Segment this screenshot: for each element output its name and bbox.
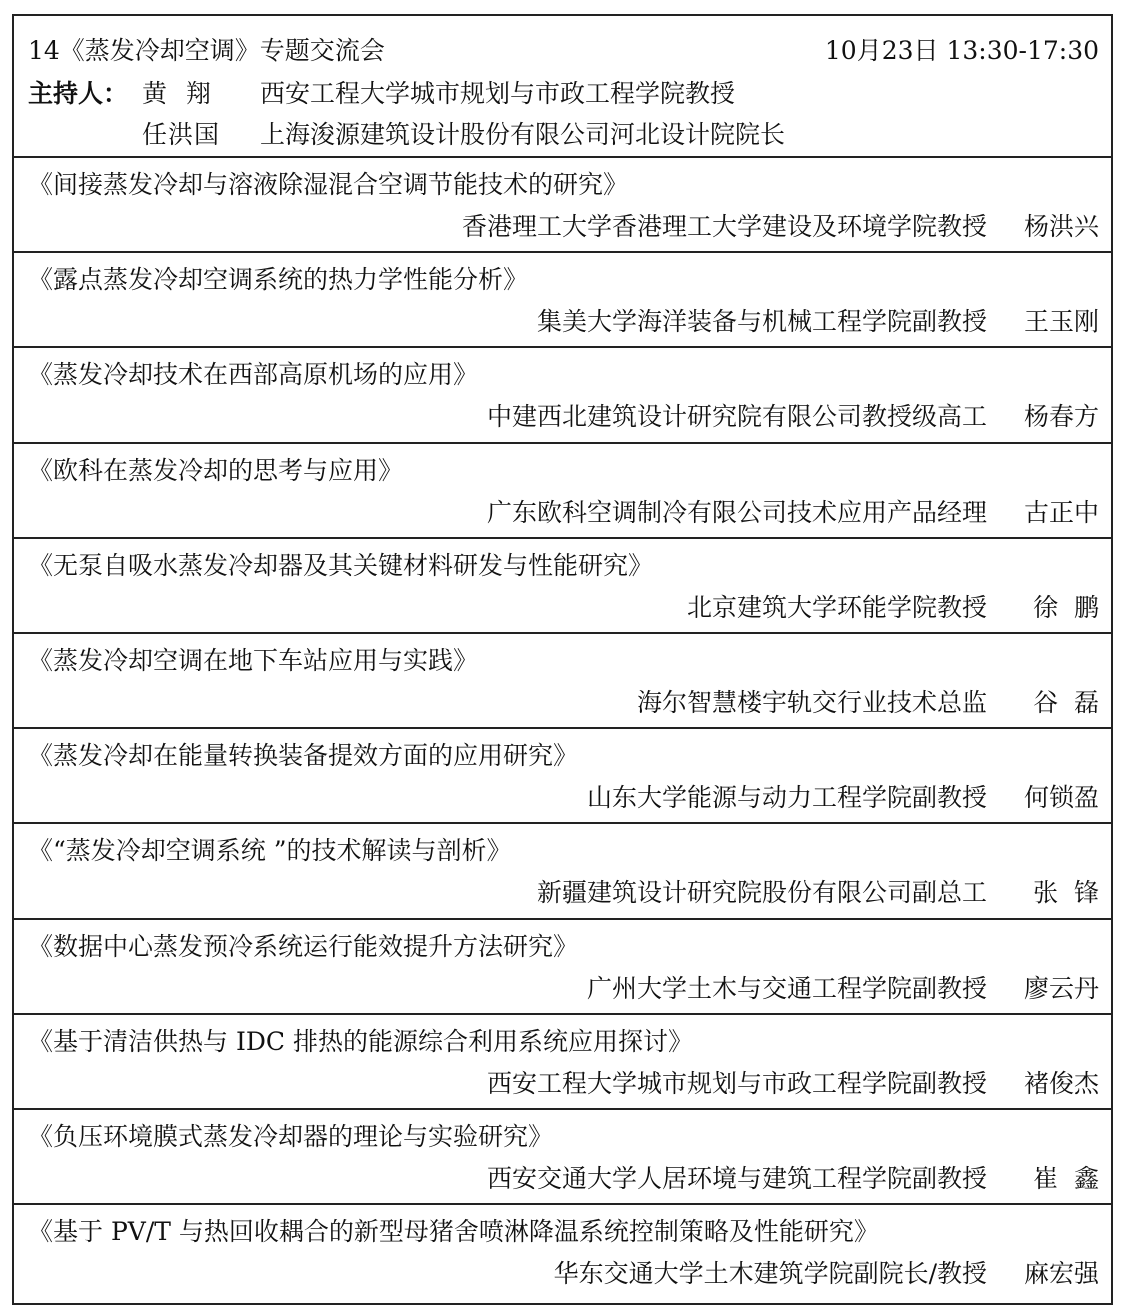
talk-row [14,1205,1111,1300]
talk-list [14,158,1111,1300]
speaker-name: 廖云丹 [1023,973,1099,1003]
talk-row [14,1110,1111,1205]
talk-speaker-line [487,400,1099,434]
talk-speaker-line [487,496,1099,530]
speaker-name: 徐 鹏 [1033,592,1099,622]
host-row [142,118,785,152]
speaker-affiliation: 山东大学能源与动力工程学院副教授 [586,783,987,813]
talk-speaker-line [587,972,1099,1006]
speaker-name: 褚俊杰 [1023,1068,1099,1098]
talk-title: 《“蒸发冷却空调系统 ”的技术解读与剖析》 [28,836,512,866]
talk-title: 《间接蒸发冷却与溶液除湿混合空调节能技术的研究》 [28,170,629,199]
talk-speaker-line [487,1067,1099,1101]
session-title: 14《蒸发冷却空调》专题交流会 [28,36,385,65]
talk-row [14,348,1111,443]
talk-speaker-line [637,686,1099,720]
speaker-name: 谷 磊 [1033,687,1099,717]
talk-row [14,444,1111,539]
speaker-name: 崔 鑫 [1033,1163,1099,1193]
speaker-affiliation: 中建西北建筑设计研究院有限公司教授级高工 [486,402,987,432]
talk-title: 《基于清洁供热与 IDC 排热的能源综合利用系统应用探讨》 [28,1026,693,1056]
speaker-affiliation: 西安工程大学城市规划与市政工程学院副教授 [486,1068,987,1098]
speaker-affiliation: 广东欧科空调制冷有限公司技术应用产品经理 [486,497,987,527]
talk-speaker-line [537,876,1099,910]
talk-speaker-line [487,1162,1099,1196]
speaker-affiliation: 北京建筑大学环能学院教授 [686,592,987,622]
session-header [14,16,1111,158]
talk-row [14,539,1111,634]
speaker-name: 麻宏强 [1023,1259,1099,1289]
talk-title: 《欧科在蒸发冷却的思考与应用》 [28,455,404,485]
talk-title: 《蒸发冷却空调在地下车站应用与实践》 [28,645,479,675]
talk-row [14,253,1111,348]
speaker-name: 张 锋 [1033,878,1099,908]
talk-row [14,824,1111,919]
talk-speaker-line [687,591,1099,625]
speaker-name: 古正中 [1023,497,1099,527]
talk-row [14,158,1111,253]
talk-speaker-line [554,1257,1099,1291]
talk-row [14,1015,1111,1110]
talk-title: 《蒸发冷却技术在西部高原机场的应用》 [28,360,479,390]
host-label: 主持人： [28,79,129,108]
speaker-affiliation: 广州大学土木与交通工程学院副教授 [586,973,987,1003]
talk-title: 《蒸发冷却在能量转换装备提效方面的应用研究》 [28,741,579,771]
talk-row [14,729,1111,824]
host-affiliation: 上海浚源建筑设计股份有限公司河北设计院院长 [260,120,786,149]
talk-title: 《负压环境膜式蒸发冷却器的理论与实验研究》 [28,1121,554,1151]
speaker-name: 杨春方 [1023,402,1099,432]
speaker-name: 杨洪兴 [1023,212,1099,241]
talk-speaker-line [537,305,1099,339]
session-time: 10月23日 13:30-17:30 [824,36,1099,65]
talk-row [14,920,1111,1015]
speaker-name: 何锁盈 [1023,783,1099,813]
speaker-name: 王玉刚 [1023,307,1099,337]
speaker-affiliation: 海尔智慧楼宇轨交行业技术总监 [636,687,987,717]
host-row [142,77,735,111]
speaker-affiliation: 西安交通大学人居环境与建筑工程学院副教授 [486,1163,987,1193]
talk-title: 《基于 PV/T 与热回收耦合的新型母猪舍喷淋降温系统控制策略及性能研究》 [28,1217,879,1247]
talk-title: 《无泵自吸水蒸发冷却器及其关键材料研发与性能研究》 [28,550,654,580]
talk-title: 《数据中心蒸发预冷系统运行能效提升方法研究》 [28,931,579,961]
host-affiliation: 西安工程大学城市规划与市政工程学院教授 [260,79,736,108]
host-name: 任洪国 [142,120,221,149]
speaker-affiliation: 新疆建筑设计研究院股份有限公司副总工 [536,878,987,908]
host-name: 黄 翔 [142,79,212,108]
speaker-affiliation: 华东交通大学土木建筑学院副院长/教授 [553,1259,987,1289]
session-table [12,14,1113,1305]
talk-row [14,634,1111,729]
talk-speaker-line [462,210,1099,244]
talk-title: 《露点蒸发冷却空调系统的热力学性能分析》 [28,265,529,295]
speaker-affiliation: 香港理工大学香港理工大学建设及环境学院教授 [461,212,987,241]
talk-speaker-line [587,781,1099,815]
speaker-affiliation: 集美大学海洋装备与机械工程学院副教授 [536,307,987,337]
